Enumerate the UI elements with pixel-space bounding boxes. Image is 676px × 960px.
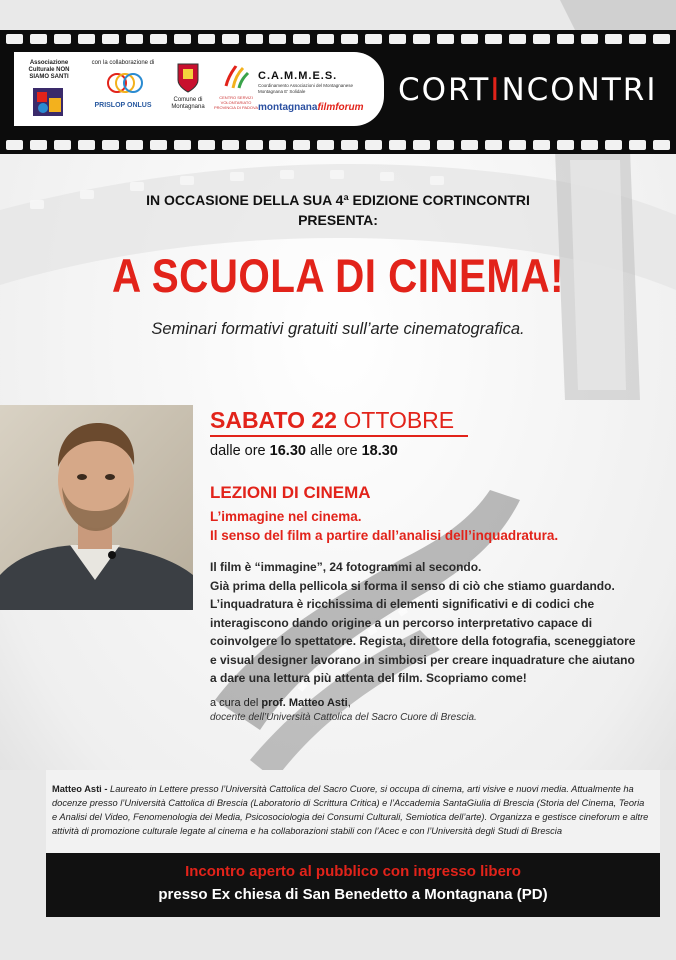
description-line: Il film è “immagine”, 24 fotogrammi al secondo. (210, 560, 482, 574)
bottom-perforations (0, 138, 676, 152)
event-subtitle: Seminari formativi gratuiti sull’arte cinematografica. (151, 320, 525, 338)
csv-icon (221, 64, 251, 92)
description-line: interagiscono dando origine a un percorso interpretativo capace di (210, 615, 593, 630)
bio-line: docenze presso l’Università Cattolica di Brescia (Laboratorio di Scrittura Critica) e l’Accademia SantaGiulia di Brescia (Storia del Cinema, Teoria (52, 798, 645, 808)
prislop-logo: con la collaborazione di PRISLOP ONLUS (91, 60, 155, 109)
date-underline (210, 435, 468, 437)
comune-montagnana-logo: Comune di Montagnana (162, 60, 214, 111)
description-line: Già prima della pellicola si forma il senso di ciò che stiamo guardando. (210, 578, 615, 593)
filmforum-logo: montagnanafilmforum (258, 102, 364, 113)
bio-line: Laureato in Lettere presso l’Università Cattolica del Sacro Cuore, si occupa di cinema, arti visive e nuovi media. Attualmente ha (110, 784, 634, 794)
intro-line-1: IN OCCASIONE DELLA SUA 4ª EDIZIONE CORTINCONTRI (146, 192, 530, 208)
description-line: e visual designer lavorano in simbiosi per creare inquadrature che aiutano (210, 652, 635, 667)
cammes-logo: C.A.M.M.E.S. Coordinamento Associazioni del Montagnanese Montagnana E' Solidale montagnanafilmforum (258, 70, 378, 114)
brand-ncontri: NCONTRI (501, 72, 658, 108)
free-entry-notice: Incontro aperto al pubblico con ingresso libero (185, 863, 521, 880)
cortincontri-brand (398, 68, 658, 112)
intro-line-2: PRESENTA: (298, 212, 378, 228)
lesson-description (210, 558, 670, 688)
coat-of-arms-icon (175, 60, 201, 94)
lesson-topic-1: L’immagine nel cinema. (210, 509, 362, 524)
curator-credit: a cura del prof. Matteo Asti, (210, 697, 351, 709)
lesson-topic-2: Il senso del film a partire dall’analisi dell’inquadratura. (210, 528, 559, 543)
date-day-name: SABATO (210, 407, 305, 433)
bio-line: attività di promozione culturale legate al cinema e ha collaborazioni stabili con l’Acec e con l’Università degli Studi di Brescia (52, 826, 563, 836)
date-day-number: 22 (311, 407, 337, 433)
description-line: L’inquadratura è ricchissima di elementi significativi e di codici che (210, 597, 595, 611)
description-line: a dare una lettura più attenta del film. Scopriamo come! (210, 671, 527, 685)
event-time: dalle ore 16.30 alle ore 18.30 (210, 443, 398, 459)
prislop-icon (103, 69, 143, 99)
sponsor-logos-panel (14, 52, 384, 126)
non-siamo-santi-logo: Associazione Culturale NON SIAMO SANTI (18, 60, 80, 123)
centro-servizi-logo: CENTRO SERVIZI VOLONTARIATO PROVINCIA DI PADOVA (210, 64, 262, 110)
top-perforations (0, 32, 676, 46)
venue-location: presso Ex chiesa di San Benedetto a Montagnana (PD) (158, 886, 548, 903)
lesson-heading: LEZIONI DI CINEMA (210, 483, 371, 502)
curator-role: docente dell’Università Cattolica del Sacro Cuore di Brescia. (210, 712, 477, 723)
brand-bar: I (490, 72, 502, 108)
bio-name: Matteo Asti - (52, 784, 108, 794)
speaker-photo (0, 405, 193, 610)
description-line: coinvolgere lo spettatore. Regista, direttore della fotografia, sceneggiatore (210, 634, 636, 648)
speaker-bio (52, 782, 652, 838)
date-month: OTTOBRE (343, 407, 455, 433)
venue-banner (46, 853, 660, 917)
event-title: A SCUOLA DI CINEMA! (111, 249, 565, 302)
brand-cort: CORT (398, 72, 491, 108)
event-date (210, 405, 454, 435)
non-siamo-santi-icon (31, 84, 67, 120)
bio-line: e Analisi del Video, Fenomenologia dei Media, Psicosociologia dei Consumi Culturali, Semiotica dell’arte). Organizza e gestisce cineforum e altre (52, 812, 649, 822)
